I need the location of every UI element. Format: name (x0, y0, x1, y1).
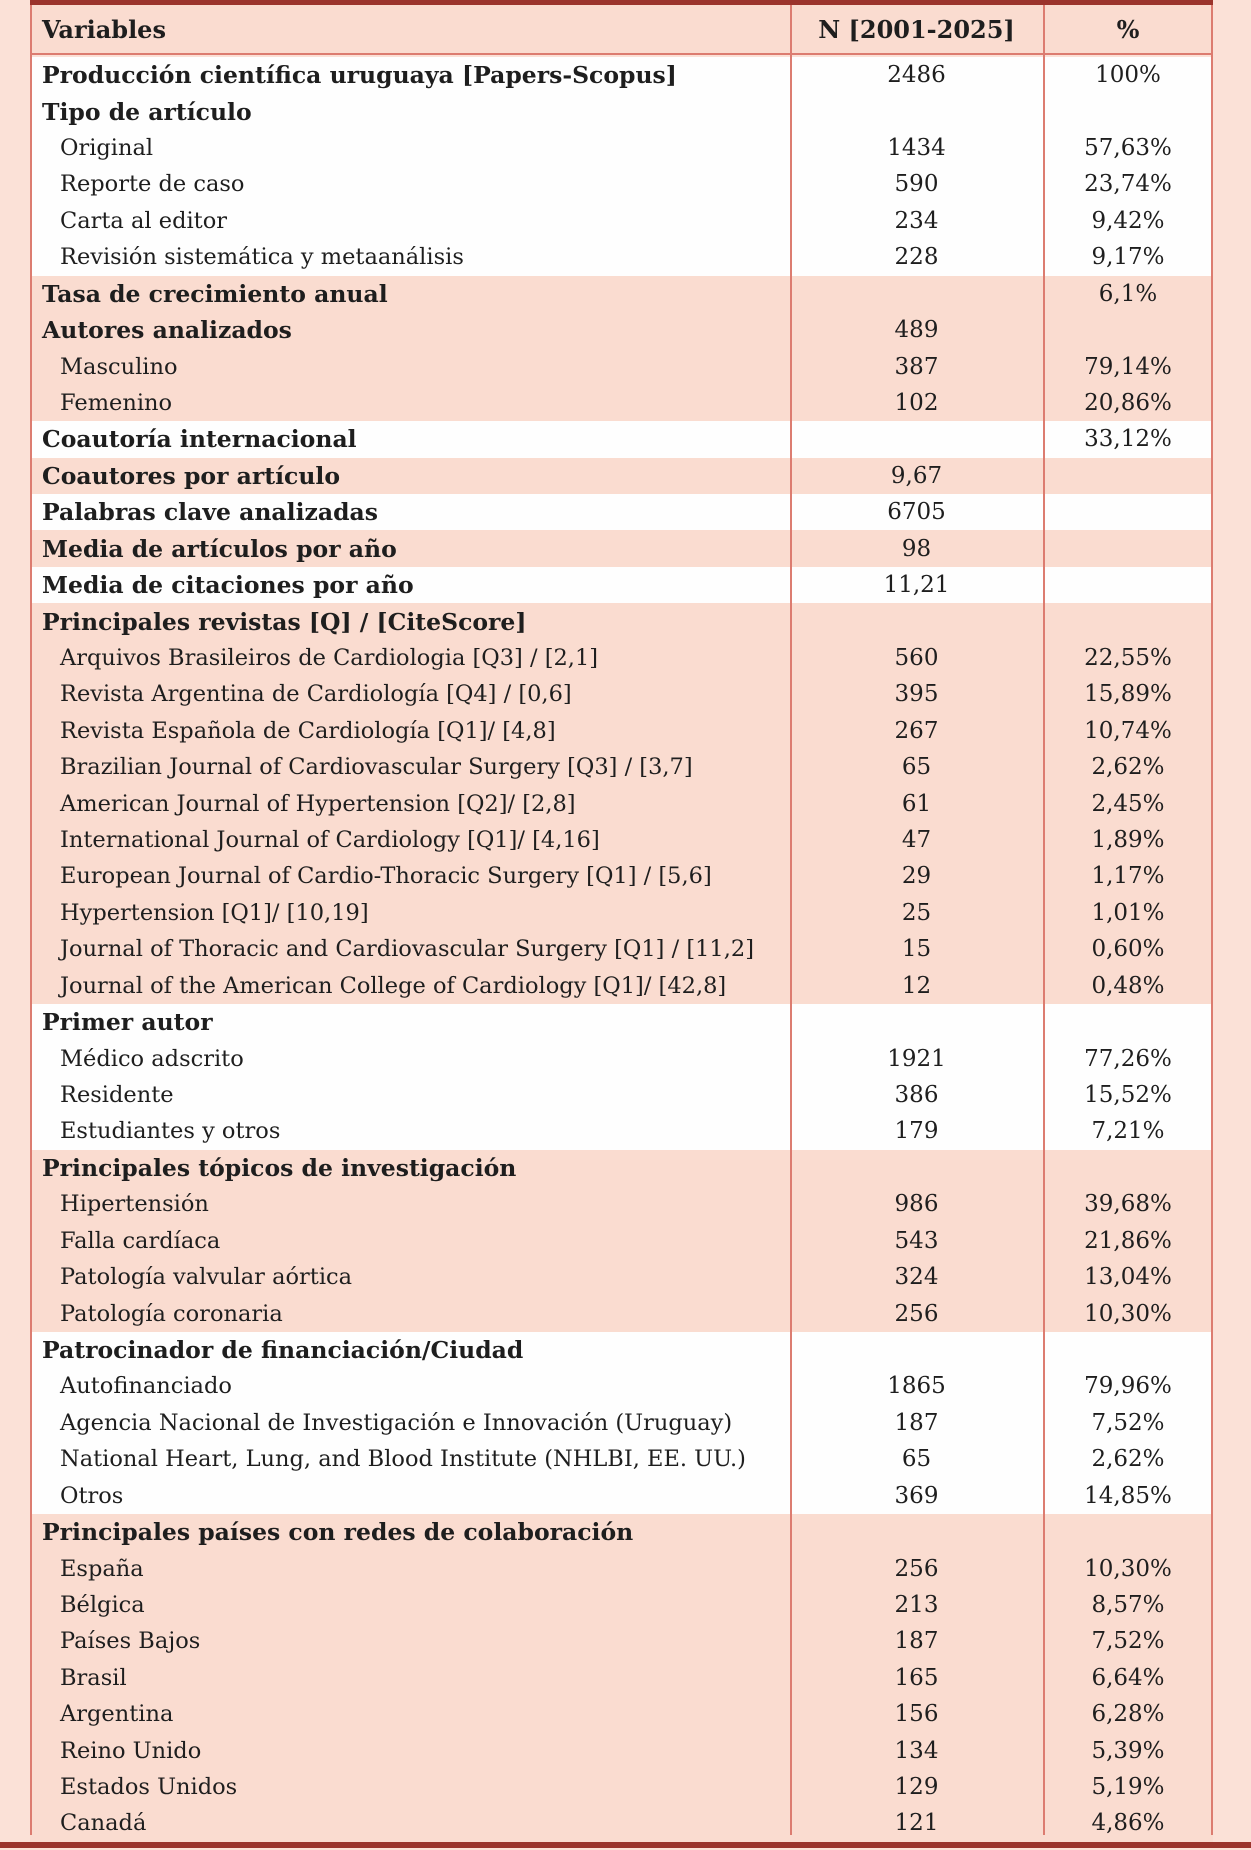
row-n-value: 213 (894, 1591, 939, 1618)
row-label: Estados Unidos (60, 1774, 238, 1801)
table-row (30, 1514, 1213, 1550)
row-percent-value: 7,52% (1091, 1628, 1165, 1655)
row-n-value: 29 (901, 863, 932, 890)
row-label: Tipo de artículo (42, 97, 252, 126)
row-label: Patología valvular aórtica (60, 1264, 353, 1291)
row-label: Coautores por artículo (42, 461, 341, 490)
table-row (30, 130, 1213, 166)
table-row (30, 1769, 1213, 1805)
row-label: Carta al editor (60, 207, 228, 234)
row-percent-value: 100% (1095, 62, 1161, 89)
table-row (30, 203, 1213, 239)
table-row (30, 494, 1213, 530)
row-percent-value: 79,96% (1084, 1373, 1172, 1400)
row-percent-value: 23,74% (1084, 171, 1172, 198)
table-row (30, 1441, 1213, 1477)
row-percent-value: 6,1% (1098, 280, 1158, 307)
row-percent-value: 2,45% (1091, 790, 1165, 817)
row-label: Argentina (60, 1701, 174, 1728)
row-percent-value: 21,86% (1084, 1227, 1172, 1254)
row-n-value: 1865 (887, 1373, 946, 1400)
row-n-value: 187 (894, 1409, 939, 1436)
row-label: Palabras clave analizadas (42, 498, 378, 527)
row-n-value: 256 (894, 1555, 939, 1582)
row-n-value: 12 (901, 972, 932, 999)
row-n-value: 543 (894, 1227, 939, 1254)
table-row (30, 1259, 1213, 1295)
row-label: Arquivos Brasileiros de Cardiologia [Q3] / [2,1] (60, 644, 599, 671)
table-row (30, 1660, 1213, 1696)
row-percent-value: 9,17% (1091, 244, 1165, 271)
row-percent-value: 10,74% (1084, 717, 1172, 744)
stats-table (30, 0, 1213, 1842)
table-row (30, 276, 1213, 312)
row-n-value: 590 (894, 171, 939, 198)
row-percent-value: 6,28% (1091, 1701, 1165, 1728)
row-percent-value: 14,85% (1084, 1482, 1172, 1509)
row-percent-value: 1,01% (1091, 899, 1165, 926)
row-percent-value: 39,68% (1084, 1191, 1172, 1218)
row-n-value: 129 (894, 1774, 939, 1801)
row-percent-value: 5,19% (1091, 1774, 1165, 1801)
row-label: Agencia Nacional de Investigación e Innovación (Uruguay) (60, 1409, 733, 1436)
row-label: Coautoría internacional (42, 425, 357, 454)
table-row (30, 1732, 1213, 1768)
row-n-value: 267 (894, 717, 939, 744)
table-row (30, 166, 1213, 202)
row-label: Original (60, 135, 154, 162)
table-row (30, 785, 1213, 821)
row-label: Revista Argentina de Cardiología [Q4] / [0,6] (60, 681, 572, 708)
column-separator-1 (790, 5, 792, 1835)
table-row (30, 968, 1213, 1004)
table-body (30, 57, 1213, 1842)
table-row (30, 57, 1213, 93)
row-label: Médico adscrito (60, 1045, 244, 1072)
row-percent-value: 5,39% (1091, 1737, 1165, 1764)
row-n-value: 65 (901, 754, 932, 781)
column-separator-2 (1043, 5, 1045, 1835)
row-label: Tasa de crecimiento anual (42, 279, 388, 308)
row-label: Estudiantes y otros (60, 1118, 281, 1145)
row-n-value: 386 (894, 1082, 939, 1109)
row-label: Revista Española de Cardiología [Q1]/ [4,8] (60, 717, 556, 744)
table-row (30, 385, 1213, 421)
row-n-value: 234 (894, 207, 939, 234)
table-row (30, 1004, 1213, 1040)
row-percent-value: 0,60% (1091, 936, 1165, 963)
row-percent-value: 2,62% (1091, 1446, 1165, 1473)
row-n-value: 61 (901, 790, 932, 817)
row-n-value: 489 (894, 317, 939, 344)
row-label: Primer autor (42, 1008, 213, 1037)
row-label: Otros (60, 1482, 124, 1509)
row-n-value: 324 (894, 1264, 939, 1291)
row-n-value: 15 (901, 936, 932, 963)
column-header-n: N [2001-2025] (818, 14, 1015, 44)
row-label: Media de citaciones por año (42, 571, 414, 600)
table-row (30, 93, 1213, 129)
row-n-value: 387 (894, 353, 939, 380)
table-row (30, 1332, 1213, 1368)
row-label: Países Bajos (60, 1628, 201, 1655)
row-label: Journal of Thoracic and Cardiovascular Surgery [Q1] / [11,2] (60, 936, 754, 963)
table-row (30, 1587, 1213, 1623)
row-label: Principales tópicos de investigación (42, 1153, 517, 1182)
table-row (30, 931, 1213, 967)
row-label: National Heart, Lung, and Blood Institute (NHLBI, EE. UU.) (60, 1446, 746, 1473)
row-label: Canadá (60, 1810, 147, 1837)
row-label: Patrocinador de financiación/Ciudad (42, 1335, 524, 1364)
row-percent-value: 6,64% (1091, 1664, 1165, 1691)
row-n-value: 395 (894, 681, 939, 708)
row-percent-value: 10,30% (1084, 1300, 1172, 1327)
table-row (30, 1623, 1213, 1659)
table-row (30, 749, 1213, 785)
table-row (30, 458, 1213, 494)
row-n-value: 98 (901, 535, 932, 562)
row-label: Masculino (60, 353, 178, 380)
table-row (30, 1696, 1213, 1732)
table-row (30, 713, 1213, 749)
table-row (30, 239, 1213, 275)
row-label: Hipertensión (60, 1191, 209, 1218)
row-label: Residente (60, 1082, 174, 1109)
row-n-value: 1921 (887, 1045, 946, 1072)
row-n-value: 2486 (887, 62, 946, 89)
table-row (30, 348, 1213, 384)
table-row (30, 603, 1213, 639)
row-n-value: 121 (894, 1810, 939, 1837)
row-percent-value: 79,14% (1084, 353, 1172, 380)
table-row (30, 858, 1213, 894)
column-header-percent: % (1116, 14, 1140, 44)
row-percent-value: 1,17% (1091, 863, 1165, 890)
table-row (30, 1113, 1213, 1149)
row-percent-value: 10,30% (1084, 1555, 1172, 1582)
column-header-variables: Variables (42, 14, 166, 44)
row-percent-value: 13,04% (1084, 1264, 1172, 1291)
row-label: Revisión sistemática y metaanálisis (60, 244, 464, 271)
table-row (30, 1368, 1213, 1404)
row-n-value: 6705 (887, 499, 946, 526)
table-row (30, 1223, 1213, 1259)
row-percent-value: 8,57% (1091, 1591, 1165, 1618)
table-row (30, 1040, 1213, 1076)
row-label: Patología coronaria (60, 1300, 283, 1327)
table-row (30, 1295, 1213, 1331)
row-percent-value: 22,55% (1084, 644, 1172, 671)
row-label: Autores analizados (42, 316, 292, 345)
row-percent-value: 7,21% (1091, 1118, 1165, 1145)
row-percent-value: 2,62% (1091, 754, 1165, 781)
row-n-value: 25 (901, 899, 932, 926)
row-percent-value: 20,86% (1084, 390, 1172, 416)
row-label: Principales revistas [Q] / [CiteScore] (42, 607, 527, 636)
row-n-value: 65 (901, 1446, 932, 1473)
table-row (30, 1550, 1213, 1586)
row-percent-value: 1,89% (1091, 827, 1165, 854)
table-row (30, 421, 1213, 457)
row-label: Brasil (60, 1664, 127, 1691)
row-n-value: 9,67 (890, 462, 943, 489)
row-n-value: 11,21 (883, 572, 950, 599)
table-row (30, 1805, 1213, 1841)
row-n-value: 156 (894, 1701, 939, 1728)
row-label: International Journal of Cardiology [Q1]/ [4,16] (60, 827, 600, 854)
table-row (30, 312, 1213, 348)
row-n-value: 256 (894, 1300, 939, 1327)
row-percent-value: 15,52% (1084, 1082, 1172, 1109)
row-label: Media de artículos por año (42, 534, 397, 563)
row-n-value: 1434 (887, 135, 946, 162)
table-row (30, 530, 1213, 566)
table-row (30, 1150, 1213, 1186)
row-label: American Journal of Hypertension [Q2]/ [2,8] (60, 790, 576, 817)
row-n-value: 369 (894, 1482, 939, 1509)
table-bottom-rule (0, 1842, 1251, 1848)
row-label: European Journal of Cardio-Thoracic Surgery [Q1] / [5,6] (60, 863, 712, 890)
table-header-row (30, 5, 1213, 55)
row-label: Hypertension [Q1]/ [10,19] (60, 899, 369, 926)
table-row (30, 676, 1213, 712)
row-n-value: 47 (901, 827, 932, 854)
table-row (30, 567, 1213, 603)
row-percent-value: 15,89% (1084, 681, 1172, 708)
row-label: Femenino (60, 390, 173, 416)
row-percent-value: 77,26% (1084, 1045, 1172, 1072)
table-row (30, 895, 1213, 931)
row-n-value: 986 (894, 1191, 939, 1218)
row-label: Bélgica (60, 1591, 145, 1618)
row-percent-value: 7,52% (1091, 1409, 1165, 1436)
row-n-value: 179 (894, 1118, 939, 1145)
row-label: Brazilian Journal of Cardiovascular Surgery [Q3] / [3,7] (60, 754, 693, 781)
row-percent-value: 9,42% (1091, 207, 1165, 234)
table-row (30, 640, 1213, 676)
table-row (30, 1477, 1213, 1513)
row-label: Reporte de caso (60, 171, 245, 198)
table-right-border (1211, 5, 1213, 1835)
table-row (30, 1405, 1213, 1441)
row-percent-value: 4,86% (1091, 1810, 1165, 1837)
row-n-value: 187 (894, 1628, 939, 1655)
row-label: Reino Unido (60, 1737, 202, 1764)
row-n-value: 560 (894, 644, 939, 671)
row-n-value: 228 (894, 244, 939, 271)
table-row (30, 1077, 1213, 1113)
row-label: Producción científica uruguaya [Papers-Scopus] (42, 61, 677, 90)
row-percent-value: 0,48% (1091, 972, 1165, 999)
row-label: España (60, 1555, 144, 1582)
row-n-value: 102 (894, 390, 939, 416)
row-label: Principales países con redes de colaboración (42, 1518, 634, 1547)
table-row (30, 1186, 1213, 1222)
row-n-value: 134 (894, 1737, 939, 1764)
table-row (30, 822, 1213, 858)
row-label: Journal of the American College of Cardiology [Q1]/ [42,8] (60, 972, 727, 999)
row-percent-value: 57,63% (1084, 135, 1172, 162)
table-left-border (30, 5, 32, 1835)
row-percent-value: 33,12% (1084, 426, 1172, 453)
row-label: Autofinanciado (60, 1373, 232, 1400)
row-n-value: 165 (894, 1664, 939, 1691)
row-label: Falla cardíaca (60, 1227, 221, 1254)
